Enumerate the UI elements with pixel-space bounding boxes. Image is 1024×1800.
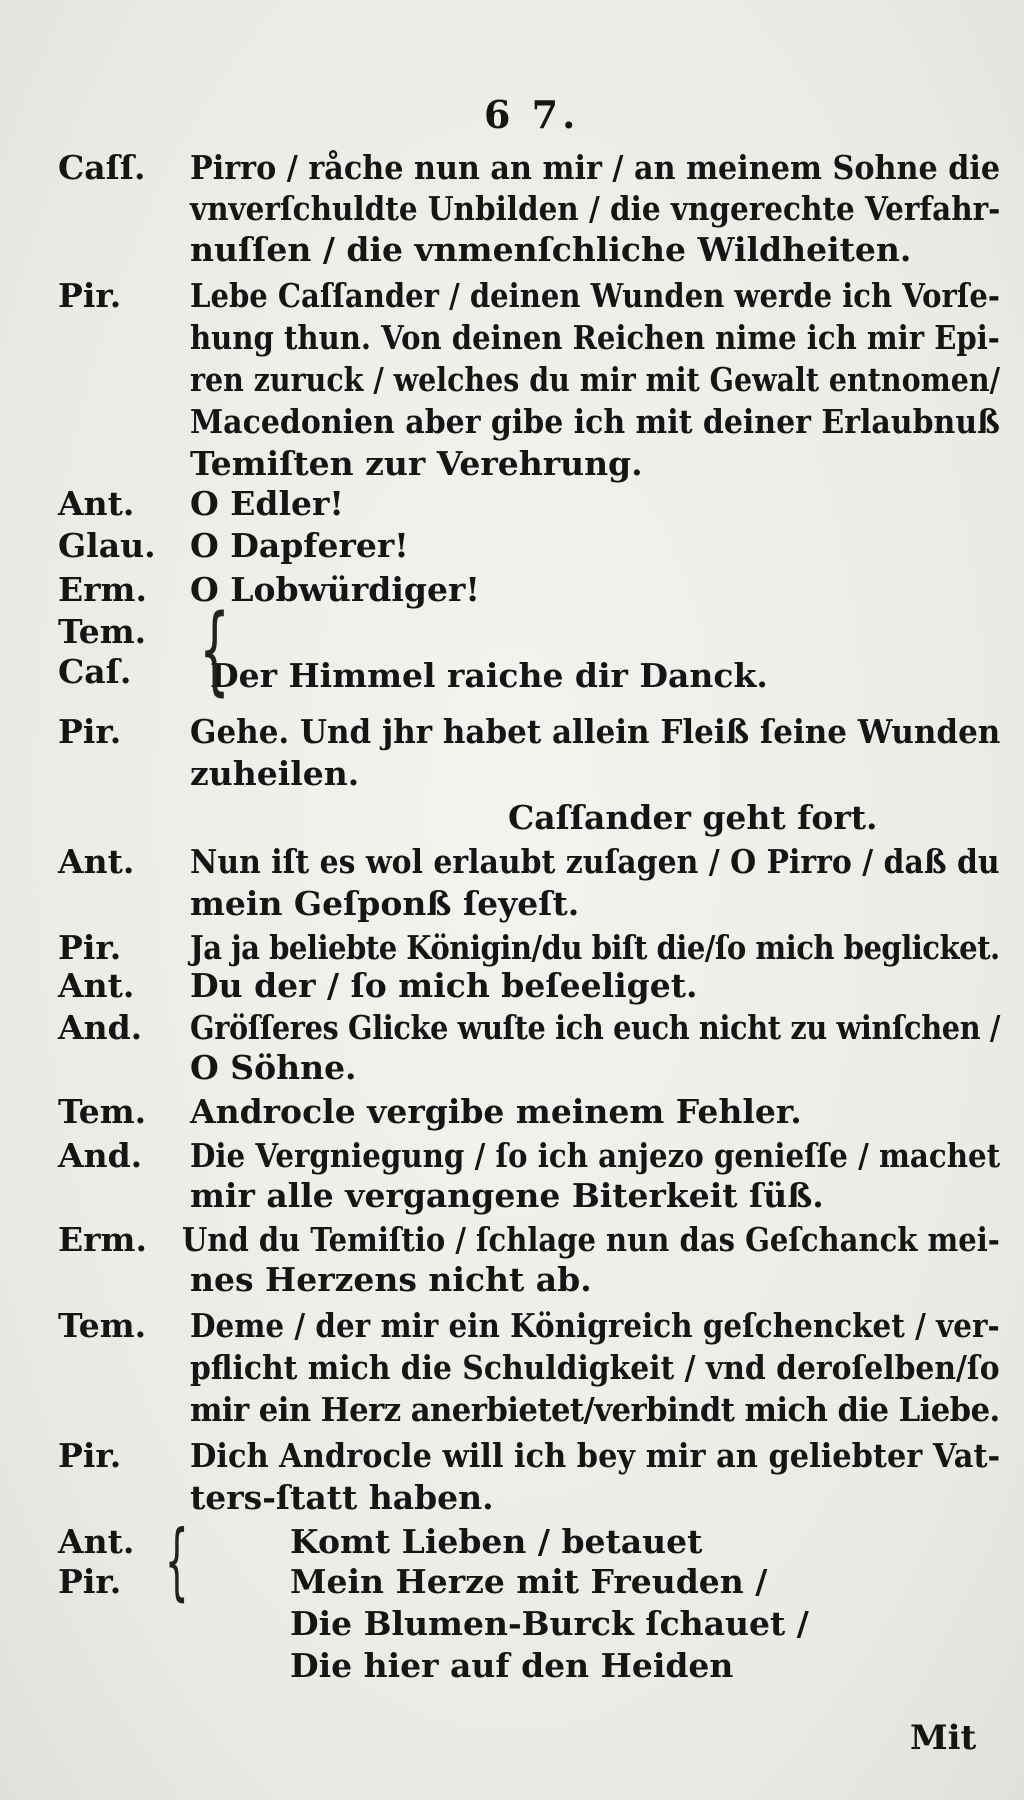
line-text: ters-ſtatt haben.: [190, 1478, 494, 1517]
stage-direction: Caſſander geht fort.: [508, 798, 878, 837]
speaker-label: Tem.: [58, 612, 147, 651]
line-text: zuheilen.: [190, 754, 360, 793]
speaker-label: Ant.: [58, 484, 135, 523]
speaker-label: Pir.: [58, 1562, 122, 1601]
line-text: Du der / ſo mich beſeeliget.: [190, 966, 698, 1005]
verse-line: Die Blumen-Burck ſchauet /: [290, 1604, 809, 1643]
line-text: Androcle vergibe meinem Fehler.: [190, 1092, 802, 1131]
line-text: vnverſchuldte Unbilden / die vngerechte Verfahr-: [190, 189, 1001, 228]
speaker-label: Erm.: [58, 1220, 147, 1259]
line-text: pflicht mich die Schuldigkeit / vnd deroſelben/ſo: [190, 1348, 1000, 1387]
page-number: 6 7.: [484, 92, 580, 137]
line-text: Der Himmel raiche dir Danck.: [210, 656, 768, 695]
line-text: Nun iſt es wol erlaubt zuſagen / O Pirro / daß du: [190, 842, 1000, 881]
line-text: Lebe Caſſander / deinen Wunden werde ich Vorſe-: [190, 276, 1000, 315]
line-text: O Dapferer!: [190, 526, 409, 565]
speaker-label: And.: [58, 1136, 143, 1175]
line-text: Macedonien aber gibe ich mit deiner Erlaubnuß: [190, 402, 1000, 441]
speaker-label: Pir.: [58, 1436, 122, 1475]
line-text: nes Herzens nicht ab.: [190, 1260, 592, 1299]
line-text: mir ein Herz anerbietet/verbindt mich die Liebe.: [190, 1390, 1000, 1429]
speaker-label: Caſſ.: [58, 148, 146, 187]
line-text: Die Vergniegung / ſo ich anjezo genieſſe / machet: [190, 1136, 1001, 1175]
verse-line: Komt Lieben / betauet: [290, 1522, 703, 1561]
line-text: Dich Androcle will ich bey mir an geliebter Vat-: [190, 1436, 1001, 1475]
speaker-label: Erm.: [58, 570, 147, 609]
line-text: nuſſen / die vnmenſchliche Wildheiten.: [190, 230, 912, 269]
speaker-label: Tem.: [58, 1306, 147, 1345]
speaker-label: Tem.: [58, 1092, 147, 1131]
line-text: O Lobwürdiger!: [190, 570, 480, 609]
line-text: hung thun. Von deinen Reichen nime ich mir Epi-: [190, 318, 1000, 357]
verse-line: Die hier auf den Heiden: [290, 1646, 734, 1685]
line-text: Ja ja beliebte Königin/du biſt die/ſo mich beglicket.: [190, 928, 1000, 967]
speaker-label: Pir.: [58, 712, 122, 751]
speaker-label: Caſ.: [58, 652, 132, 691]
line-text: Gröſſeres Glicke wuſte ich euch nicht zu winſchen /: [190, 1008, 1001, 1047]
line-text: Deme / der mir ein Königreich geſchencket / ver-: [190, 1306, 1000, 1345]
line-text: Temiſten zur Verehrung.: [190, 444, 643, 483]
catchword: Mit: [910, 1718, 977, 1758]
line-text: Und du Temiſtio / ſchlage nun das Geſchanck mei-: [182, 1220, 1000, 1259]
speaker-label: Ant.: [58, 966, 135, 1005]
line-text: mein Geſponß ſeyeſt.: [190, 884, 580, 923]
line-text: ren zuruck / welches du mir mit Gewalt entnomen/: [190, 360, 1000, 399]
speaker-label: Ant.: [58, 842, 135, 881]
speaker-brace: {: [164, 1512, 189, 1610]
speaker-label: Glau.: [58, 526, 156, 565]
line-text: Gehe. Und jhr habet allein Fleiß ſeine Wunden: [190, 712, 1001, 751]
line-text: O Edler!: [190, 484, 344, 523]
line-text: O Söhne.: [190, 1048, 357, 1087]
line-text: Pirro / råche nun an mir / an meinem Sohne die: [190, 148, 1001, 187]
verse-line: Mein Herze mit Freuden /: [290, 1562, 768, 1601]
speaker-label: Pir.: [58, 276, 122, 315]
speaker-label: And.: [58, 1008, 143, 1047]
speaker-brace: {: [199, 594, 230, 706]
speaker-label: Pir.: [58, 928, 122, 967]
line-text: mir alle vergangene Biterkeit ſüß.: [190, 1176, 824, 1215]
speaker-label: Ant.: [58, 1522, 135, 1561]
